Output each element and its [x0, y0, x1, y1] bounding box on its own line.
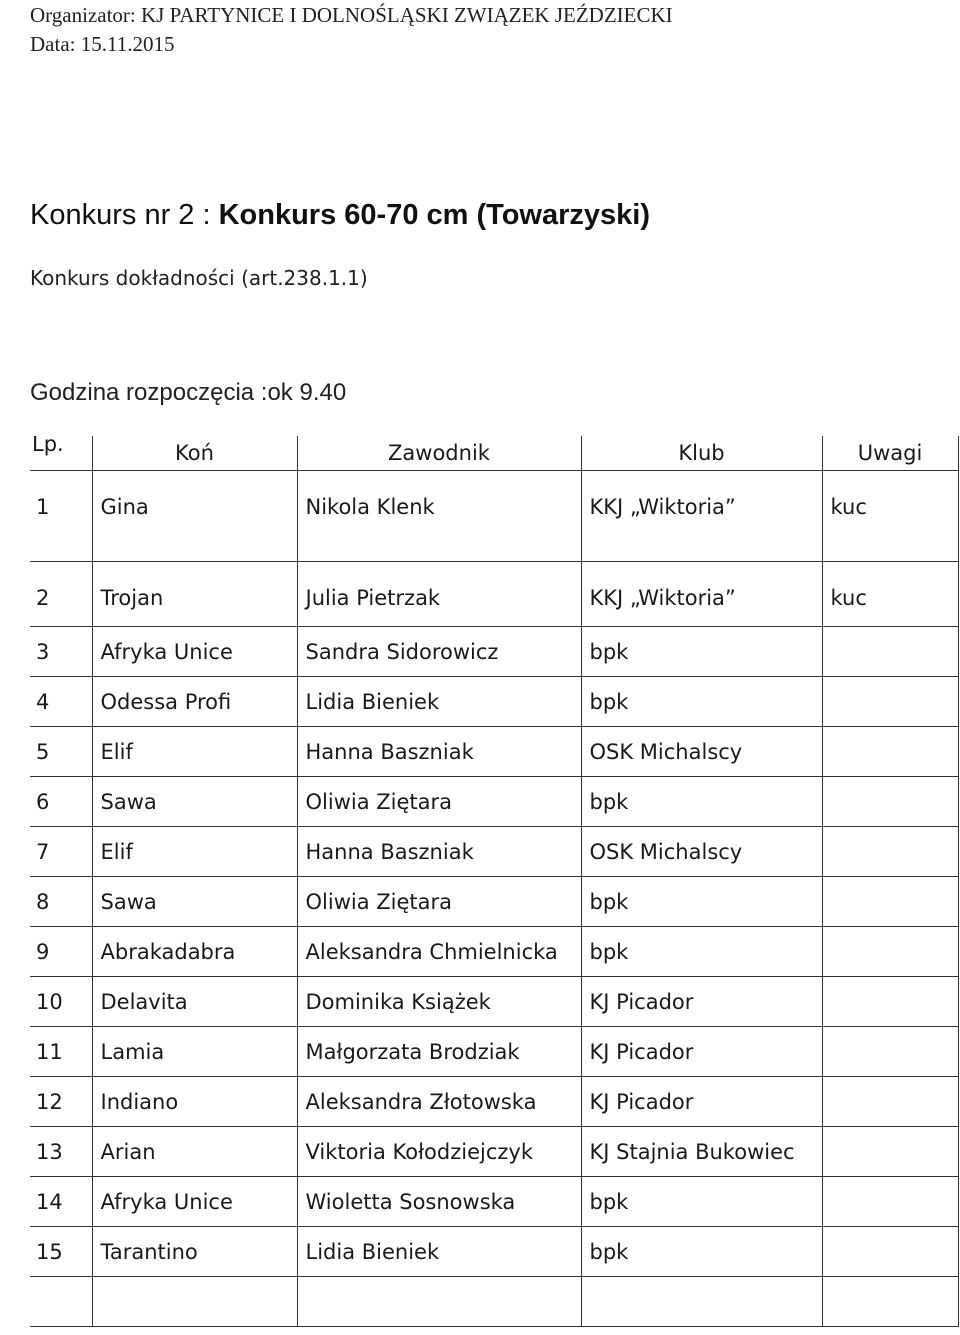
cell-notes: [822, 777, 958, 827]
cell-club: bpk: [581, 927, 822, 977]
cell-club: KJ Picador: [581, 1077, 822, 1127]
header-club: Klub: [581, 436, 822, 471]
cell-club: KJ Picador: [581, 977, 822, 1027]
cell-club: KJ Stajnia Bukowiec: [581, 1127, 822, 1177]
cell-club: bpk: [581, 777, 822, 827]
cell-lp: 5: [30, 727, 92, 777]
table-row: [30, 927, 958, 977]
table-row: [30, 1027, 958, 1077]
cell-rider: Julia Pietrzak: [297, 562, 581, 627]
cell-rider: Wioletta Sosnowska: [297, 1177, 581, 1227]
cell-rider: Aleksandra Chmielnicka: [297, 927, 581, 977]
cell-club: KKJ „Wiktoria”: [581, 562, 822, 627]
cell-lp: 10: [30, 977, 92, 1027]
cell-lp: 3: [30, 627, 92, 677]
competition-subtitle: Konkurs dokładności (art.238.1.1): [30, 266, 368, 290]
cell-rider: Nikola Klenk: [297, 471, 581, 562]
cell-notes-empty: [822, 1277, 958, 1327]
table-header-row: [30, 436, 958, 471]
cell-notes: [822, 877, 958, 927]
cell-lp: 15: [30, 1227, 92, 1277]
table-row: [30, 877, 958, 927]
cell-notes: kuc: [822, 562, 958, 627]
header-lp: Lp.: [30, 436, 92, 471]
cell-lp: 1: [30, 471, 92, 562]
cell-horse: Trojan: [92, 562, 297, 627]
cell-lp: 4: [30, 677, 92, 727]
cell-horse: Afryka Unice: [92, 627, 297, 677]
cell-rider: Viktoria Kołodziejczyk: [297, 1127, 581, 1177]
cell-lp: 8: [30, 877, 92, 927]
empty-table-row: [30, 1277, 958, 1327]
table-row: [30, 677, 958, 727]
cell-notes: [822, 1127, 958, 1177]
cell-lp: 9: [30, 927, 92, 977]
start-list-table: [30, 436, 959, 1327]
table-row: [30, 827, 958, 877]
table-row: [30, 1227, 958, 1277]
table-row: [30, 777, 958, 827]
cell-rider: Sandra Sidorowicz: [297, 627, 581, 677]
cell-horse: Odessa Profi: [92, 677, 297, 727]
cell-lp: 2: [30, 562, 92, 627]
cell-notes: [822, 627, 958, 677]
cell-horse: Delavita: [92, 977, 297, 1027]
cell-notes: [822, 1077, 958, 1127]
cell-notes: [822, 727, 958, 777]
cell-notes: [822, 1027, 958, 1077]
cell-club: OSK Michalscy: [581, 727, 822, 777]
cell-horse-empty: [92, 1277, 297, 1327]
start-time: Godzina rozpoczęcia :ok 9.40: [30, 379, 347, 406]
cell-rider: Małgorzata Brodziak: [297, 1027, 581, 1077]
cell-rider: Hanna Baszniak: [297, 727, 581, 777]
cell-horse: Indiano: [92, 1077, 297, 1127]
cell-notes: [822, 1227, 958, 1277]
cell-rider: Dominika Książek: [297, 977, 581, 1027]
cell-lp: 6: [30, 777, 92, 827]
cell-horse: Abrakadabra: [92, 927, 297, 977]
cell-notes: [822, 927, 958, 977]
cell-club: bpk: [581, 677, 822, 727]
cell-club: bpk: [581, 627, 822, 677]
cell-club: OSK Michalscy: [581, 827, 822, 877]
table-row: [30, 627, 958, 677]
cell-rider: Aleksandra Złotowska: [297, 1077, 581, 1127]
cell-horse: Elif: [92, 727, 297, 777]
cell-lp: 11: [30, 1027, 92, 1077]
table-row: [30, 471, 958, 562]
cell-club: bpk: [581, 877, 822, 927]
date-line: Data: 15.11.2015: [30, 32, 175, 56]
cell-lp: 12: [30, 1077, 92, 1127]
table-row: [30, 562, 958, 627]
cell-lp-empty: [30, 1277, 92, 1327]
cell-notes: [822, 1177, 958, 1227]
cell-lp: 14: [30, 1177, 92, 1227]
cell-club: bpk: [581, 1227, 822, 1277]
cell-horse: Lamia: [92, 1027, 297, 1077]
cell-notes: kuc: [822, 471, 958, 562]
cell-notes: [822, 977, 958, 1027]
cell-notes: [822, 677, 958, 727]
cell-rider: Lidia Bieniek: [297, 1227, 581, 1277]
cell-horse: Afryka Unice: [92, 1177, 297, 1227]
header-rider: Zawodnik: [297, 436, 581, 471]
organizer-line: Organizator: KJ PARTYNICE I DOLNOŚLĄSKI ZWIĄZEK JEŹDZIECKI: [30, 3, 673, 27]
table-row: [30, 1127, 958, 1177]
cell-club: KKJ „Wiktoria”: [581, 471, 822, 562]
cell-horse: Tarantino: [92, 1227, 297, 1277]
competition-name: Konkurs 60-70 cm (Towarzyski): [218, 199, 650, 231]
cell-rider: Lidia Bieniek: [297, 677, 581, 727]
cell-horse: Elif: [92, 827, 297, 877]
competition-number: Konkurs nr 2 :: [30, 199, 219, 231]
competition-title: [30, 197, 650, 233]
cell-lp: 13: [30, 1127, 92, 1177]
table-row: [30, 1077, 958, 1127]
cell-horse: Sawa: [92, 877, 297, 927]
cell-rider: Hanna Baszniak: [297, 827, 581, 877]
table-row: [30, 727, 958, 777]
cell-horse: Gina: [92, 471, 297, 562]
cell-rider: Oliwia Ziętara: [297, 777, 581, 827]
cell-horse: Sawa: [92, 777, 297, 827]
header-horse: Koń: [92, 436, 297, 471]
cell-rider: Oliwia Ziętara: [297, 877, 581, 927]
table-row: [30, 977, 958, 1027]
cell-club: bpk: [581, 1177, 822, 1227]
cell-rider-empty: [297, 1277, 581, 1327]
header-notes: Uwagi: [822, 436, 958, 471]
cell-horse: Arian: [92, 1127, 297, 1177]
cell-club-empty: [581, 1277, 822, 1327]
cell-lp: 7: [30, 827, 92, 877]
table-row: [30, 1177, 958, 1227]
cell-club: KJ Picador: [581, 1027, 822, 1077]
cell-notes: [822, 827, 958, 877]
